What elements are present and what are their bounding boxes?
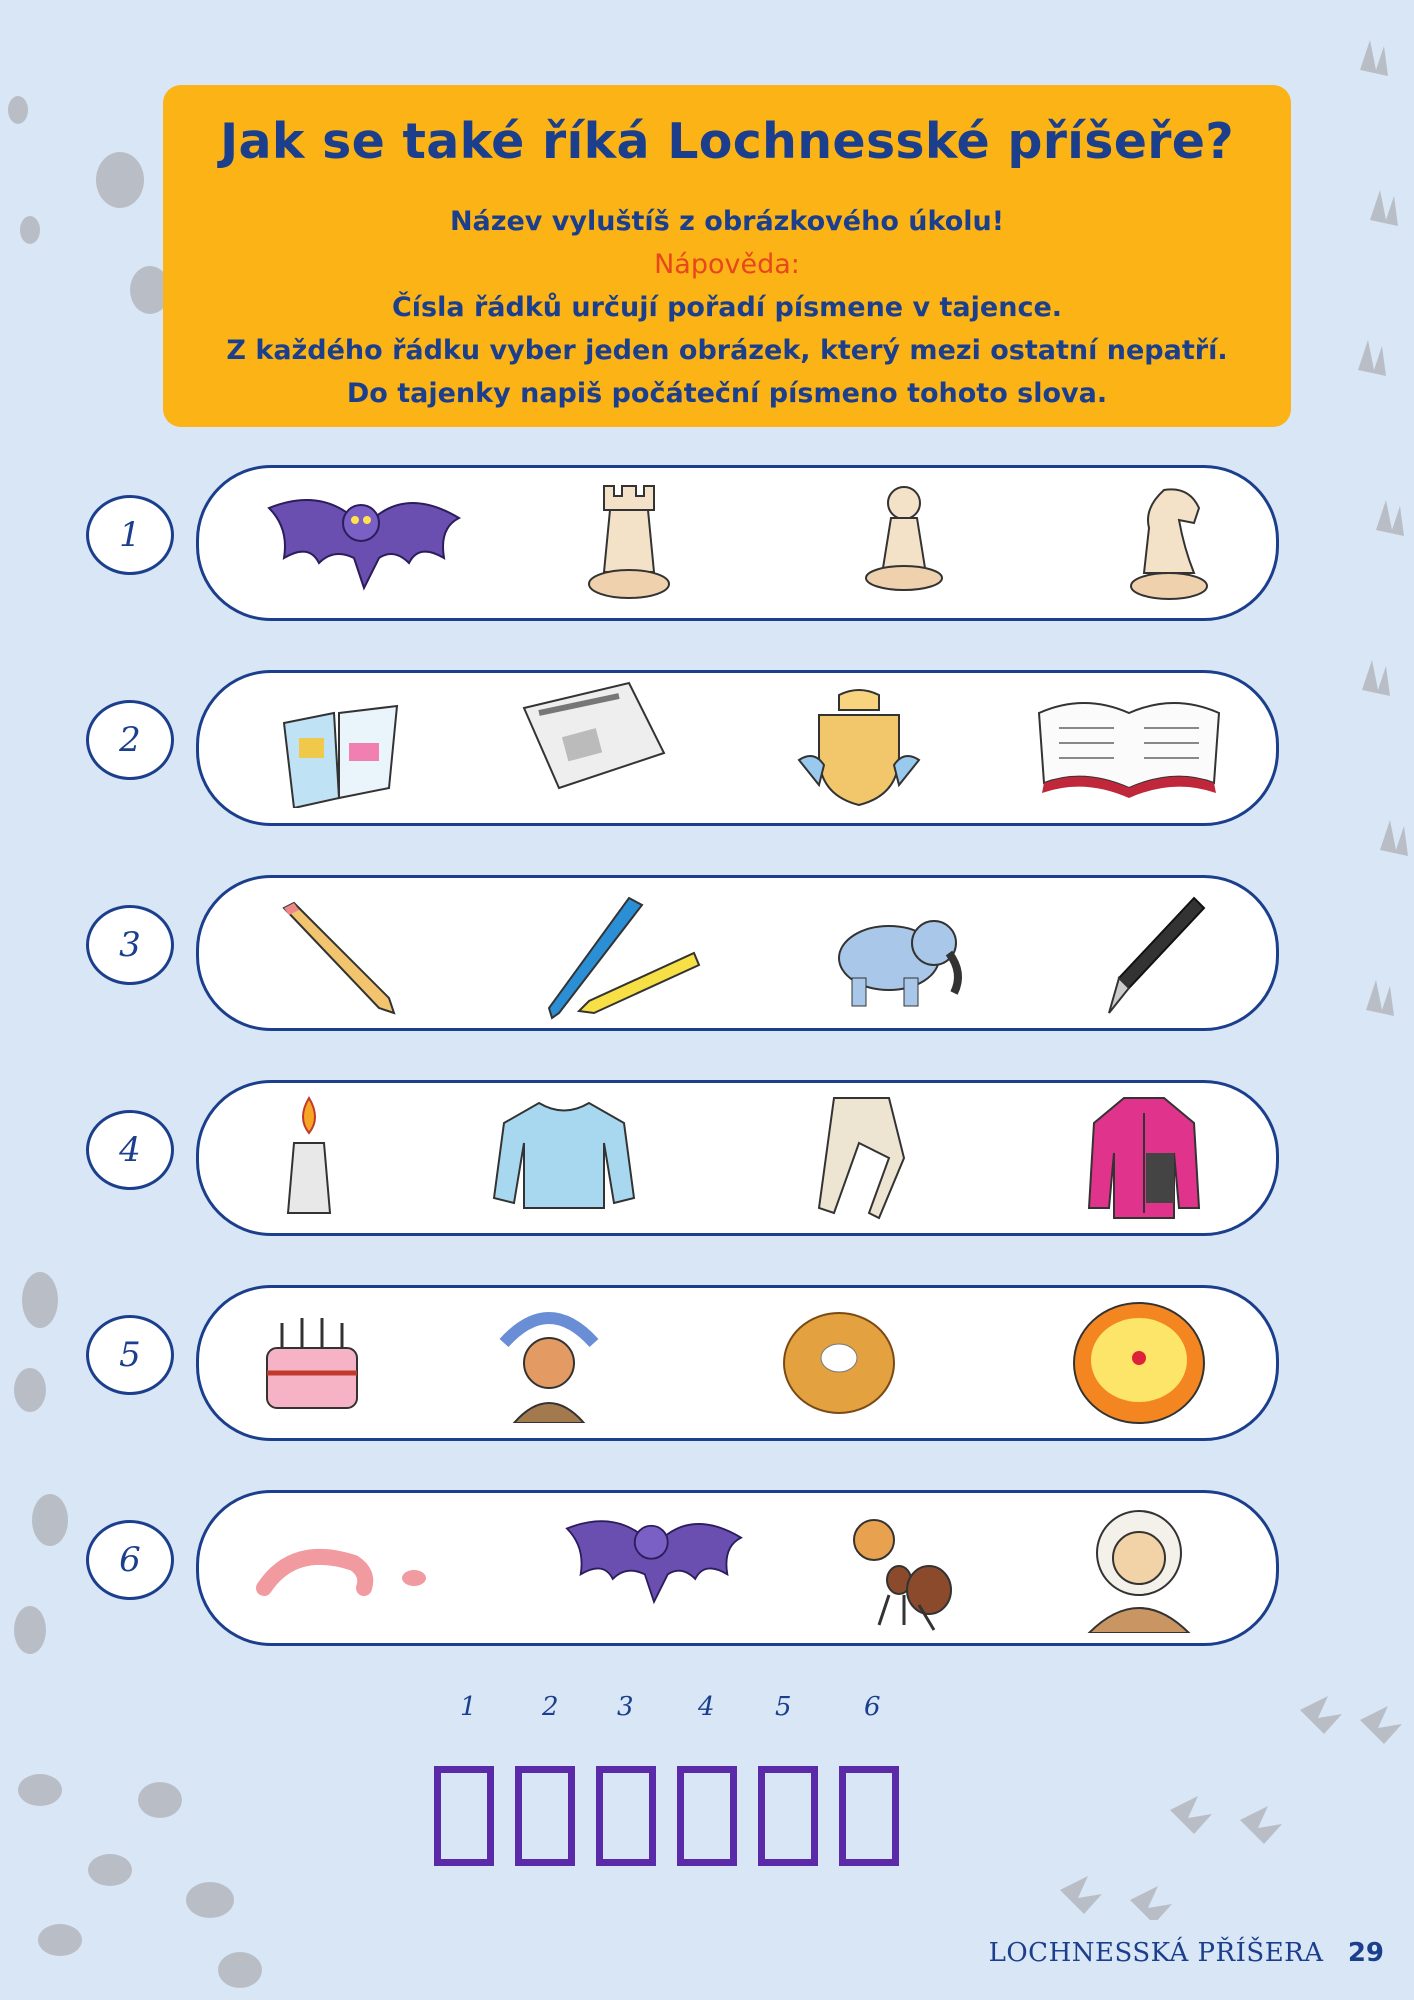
coat-of-arms-icon[interactable] (789, 685, 929, 815)
birthday-cake-icon[interactable] (257, 1308, 367, 1418)
solution-number: 5 (775, 1692, 792, 1722)
elephant-icon[interactable] (824, 903, 974, 1013)
pie-icon[interactable] (1069, 1298, 1209, 1428)
row-number-6: 6 (86, 1520, 174, 1600)
solution-letter-box[interactable] (839, 1766, 899, 1866)
row-number-5: 5 (86, 1315, 174, 1395)
solution-number: 3 (617, 1692, 634, 1722)
solution-letter-box[interactable] (434, 1766, 494, 1866)
magazine-icon[interactable] (279, 698, 404, 808)
newspaper-icon[interactable] (519, 678, 669, 798)
ant-icon[interactable] (844, 1505, 954, 1635)
puzzle-row-3 (196, 875, 1279, 1031)
footprints-decoration (0, 1740, 300, 2000)
solution-letter-box[interactable] (596, 1766, 656, 1866)
footprints-decoration (0, 80, 60, 280)
instruction-line: Do tajenky napiš počáteční písmeno tohoto slova. (346, 378, 1108, 409)
bat-icon[interactable] (259, 478, 469, 598)
row-number-3: 3 (86, 905, 174, 985)
footprints-decoration (0, 1250, 90, 1710)
puzzle-row-4 (196, 1080, 1279, 1236)
book-icon[interactable] (1034, 683, 1224, 803)
fountain-pen-icon[interactable] (1099, 893, 1209, 1023)
trousers-icon[interactable] (809, 1093, 909, 1223)
instruction-panel (163, 85, 1291, 427)
donut-icon[interactable] (779, 1308, 899, 1418)
row-number-4: 4 (86, 1110, 174, 1190)
puzzle-row-1 (196, 465, 1279, 621)
native-american-icon[interactable] (494, 1303, 604, 1423)
pencil-icon[interactable] (274, 898, 404, 1018)
page-title: Jak se také říká Lochnesské příšeře? (219, 113, 1234, 170)
solution-number: 2 (542, 1692, 559, 1722)
puzzle-row-5 (196, 1285, 1279, 1441)
worm-icon[interactable] (254, 1533, 444, 1603)
solution-letter-box[interactable] (758, 1766, 818, 1866)
puzzle-row-6 (196, 1490, 1279, 1646)
instruction-line: Z každého řádku vyber jeden obrázek, který mezi ostatní nepatří. (226, 335, 1228, 366)
chapter-title: LOCHNESSKÁ PŘÍŠERA (988, 1938, 1324, 1968)
pawn-icon[interactable] (859, 478, 949, 598)
solution-letter-box[interactable] (677, 1766, 737, 1866)
rook-icon[interactable] (584, 476, 674, 606)
page-footer (989, 1938, 1384, 1968)
jacket-icon[interactable] (1084, 1093, 1204, 1223)
eskimo-icon[interactable] (1074, 1503, 1204, 1633)
solution-number: 4 (698, 1692, 715, 1722)
sweater-icon[interactable] (489, 1098, 639, 1218)
solution-number: 1 (460, 1692, 477, 1722)
footprints-decoration (1040, 1680, 1414, 1920)
puzzle-row-2 (196, 670, 1279, 826)
footprints-decoration (1340, 30, 1414, 1030)
knight-icon[interactable] (1124, 478, 1214, 608)
row-number-2: 2 (86, 700, 174, 780)
candle-icon[interactable] (269, 1093, 349, 1228)
solution-number: 6 (864, 1692, 881, 1722)
instruction-line: Název vyluštíš z obrázkového úkolu! (449, 206, 1005, 237)
solution-letter-box[interactable] (515, 1766, 575, 1866)
instruction-line: Čísla řádků určují pořadí písmene v tajence. (391, 292, 1063, 323)
page-number: 29 (1347, 1938, 1384, 1968)
crayons-icon[interactable] (534, 893, 704, 1023)
bat-icon[interactable] (554, 1501, 754, 1611)
row-number-1: 1 (86, 495, 174, 575)
hint-label: Nápověda: (654, 249, 800, 280)
